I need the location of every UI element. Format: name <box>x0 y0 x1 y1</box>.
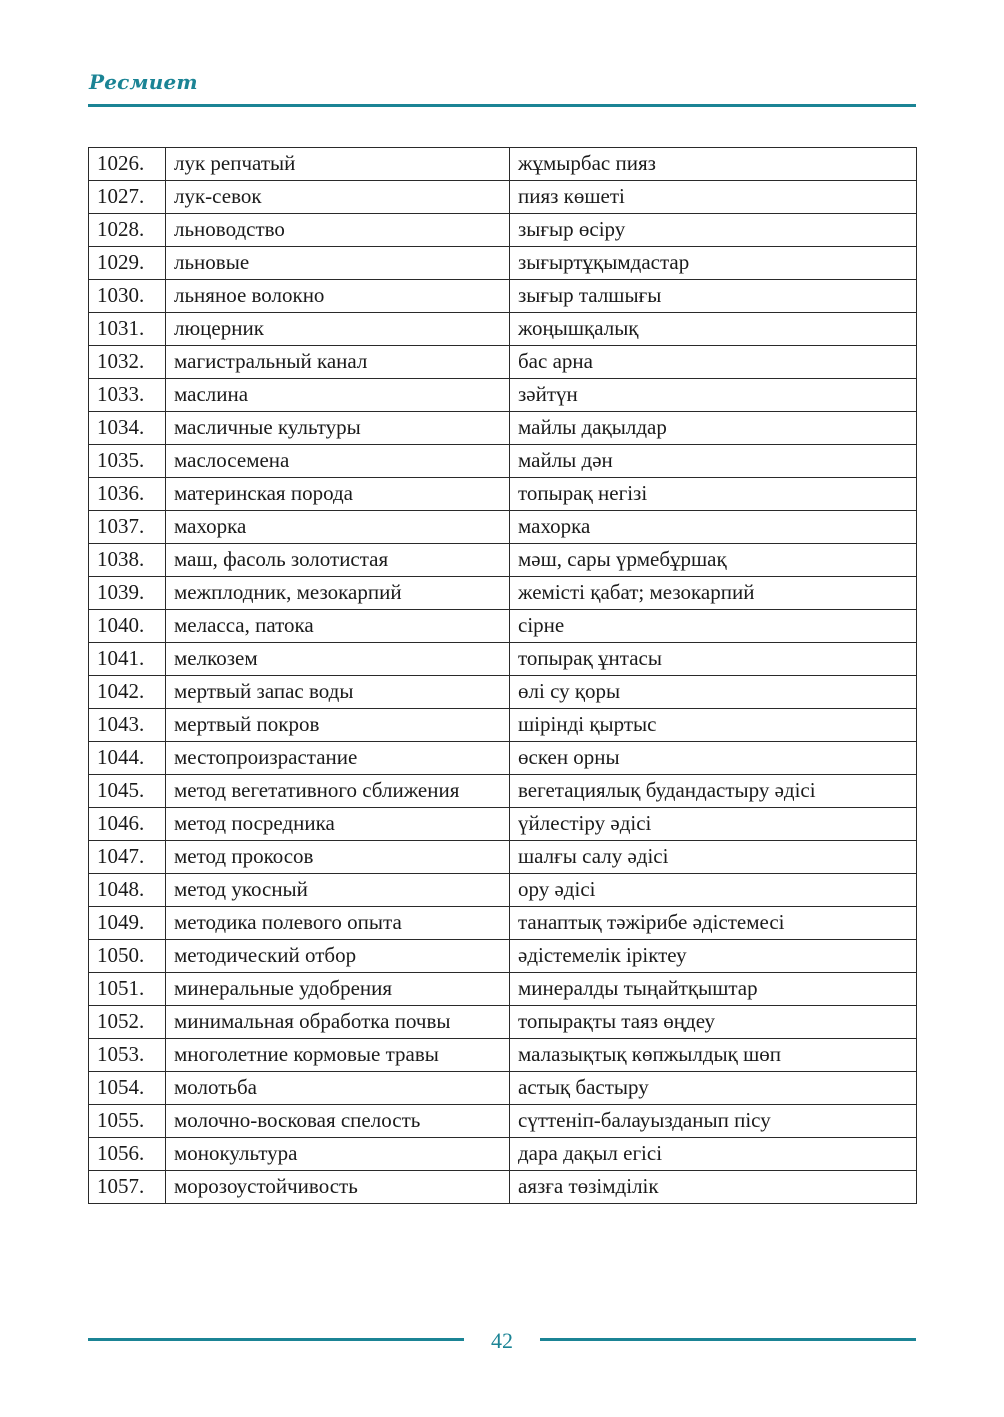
term-kazakh: дара дақыл егісі <box>510 1138 917 1171</box>
entry-number: 1044. <box>89 742 166 775</box>
entry-number: 1036. <box>89 478 166 511</box>
entry-number: 1033. <box>89 379 166 412</box>
term-russian: лук-севок <box>166 181 510 214</box>
term-kazakh: топырақ ұнтасы <box>510 643 917 676</box>
term-russian: местопроизрастание <box>166 742 510 775</box>
term-russian: морозоустойчивость <box>166 1171 510 1204</box>
entry-number: 1048. <box>89 874 166 907</box>
term-russian: мертвый покров <box>166 709 510 742</box>
table-row <box>89 610 917 643</box>
table-row <box>89 247 917 280</box>
entry-number: 1049. <box>89 907 166 940</box>
entry-number: 1030. <box>89 280 166 313</box>
term-russian: льноводство <box>166 214 510 247</box>
term-kazakh: бас арна <box>510 346 917 379</box>
term-kazakh: вегетациялық будандастыру әдісі <box>510 775 917 808</box>
footer-rule-right <box>540 1338 916 1341</box>
entry-number: 1042. <box>89 676 166 709</box>
entry-number: 1045. <box>89 775 166 808</box>
entry-number: 1046. <box>89 808 166 841</box>
term-kazakh: өскен орны <box>510 742 917 775</box>
term-kazakh: сүттеніп-балауызданып пісу <box>510 1105 917 1138</box>
table-row <box>89 940 917 973</box>
page-header-title: Ресмиет <box>89 70 198 94</box>
term-russian: метод посредника <box>166 808 510 841</box>
term-kazakh: зығыр талшығы <box>510 280 917 313</box>
term-russian: метод укосный <box>166 874 510 907</box>
term-russian: лук репчатый <box>166 148 510 181</box>
table-row <box>89 412 917 445</box>
table-row <box>89 445 917 478</box>
table-row <box>89 181 917 214</box>
entry-number: 1027. <box>89 181 166 214</box>
entry-number: 1041. <box>89 643 166 676</box>
term-russian: межплодник, мезокарпий <box>166 577 510 610</box>
entry-number: 1043. <box>89 709 166 742</box>
table-row <box>89 478 917 511</box>
term-kazakh: топырақ негізі <box>510 478 917 511</box>
term-russian: масличные культуры <box>166 412 510 445</box>
term-kazakh: астық бастыру <box>510 1072 917 1105</box>
term-russian: монокультура <box>166 1138 510 1171</box>
term-kazakh: мәш, сары үрмебұршақ <box>510 544 917 577</box>
table-row <box>89 907 917 940</box>
table-row <box>89 808 917 841</box>
term-kazakh: шалғы салу әдісі <box>510 841 917 874</box>
table-row <box>89 1138 917 1171</box>
entry-number: 1034. <box>89 412 166 445</box>
term-russian: методический отбор <box>166 940 510 973</box>
table-row <box>89 1039 917 1072</box>
term-kazakh: танаптық тәжірибе әдістемесі <box>510 907 917 940</box>
table-row <box>89 676 917 709</box>
term-kazakh: әдістемелік іріктеу <box>510 940 917 973</box>
term-russian: метод прокосов <box>166 841 510 874</box>
term-russian: махорка <box>166 511 510 544</box>
term-russian: маслина <box>166 379 510 412</box>
table-row <box>89 1072 917 1105</box>
entry-number: 1039. <box>89 577 166 610</box>
term-kazakh: махорка <box>510 511 917 544</box>
entry-number: 1054. <box>89 1072 166 1105</box>
entry-number: 1056. <box>89 1138 166 1171</box>
table-row <box>89 874 917 907</box>
term-kazakh: зығыртұқымдастар <box>510 247 917 280</box>
term-russian: маслосемена <box>166 445 510 478</box>
table-row <box>89 280 917 313</box>
term-russian: льняное волокно <box>166 280 510 313</box>
term-russian: минеральные удобрения <box>166 973 510 1006</box>
entry-number: 1028. <box>89 214 166 247</box>
entry-number: 1026. <box>89 148 166 181</box>
term-kazakh: жұмырбас пияз <box>510 148 917 181</box>
term-russian: молотьба <box>166 1072 510 1105</box>
entry-number: 1053. <box>89 1039 166 1072</box>
term-kazakh: аязға төзімділік <box>510 1171 917 1204</box>
term-kazakh: майлы дақылдар <box>510 412 917 445</box>
term-russian: методика полевого опыта <box>166 907 510 940</box>
table-row <box>89 346 917 379</box>
term-russian: мелкозем <box>166 643 510 676</box>
table-row <box>89 577 917 610</box>
table-row <box>89 973 917 1006</box>
table-row <box>89 148 917 181</box>
table-row <box>89 841 917 874</box>
entry-number: 1051. <box>89 973 166 1006</box>
term-kazakh: шірінді қыртыс <box>510 709 917 742</box>
entry-number: 1052. <box>89 1006 166 1039</box>
table-row <box>89 544 917 577</box>
term-russian: маш, фасоль золотистая <box>166 544 510 577</box>
table-row <box>89 1105 917 1138</box>
page-number: 42 <box>491 1328 513 1353</box>
entry-number: 1050. <box>89 940 166 973</box>
term-russian: магистральный канал <box>166 346 510 379</box>
term-russian: льновые <box>166 247 510 280</box>
term-kazakh: зәйтүн <box>510 379 917 412</box>
table-row <box>89 775 917 808</box>
entry-number: 1035. <box>89 445 166 478</box>
table-row <box>89 709 917 742</box>
table-row <box>89 1171 917 1204</box>
glossary-table <box>88 147 917 1204</box>
term-russian: многолетние кормовые травы <box>166 1039 510 1072</box>
term-kazakh: ору әдісі <box>510 874 917 907</box>
table-row <box>89 511 917 544</box>
header-rule <box>88 104 916 107</box>
entry-number: 1057. <box>89 1171 166 1204</box>
entry-number: 1055. <box>89 1105 166 1138</box>
term-kazakh: топырақты таяз өңдеу <box>510 1006 917 1039</box>
term-russian: материнская порода <box>166 478 510 511</box>
term-kazakh: үйлестіру әдісі <box>510 808 917 841</box>
term-kazakh: сірне <box>510 610 917 643</box>
term-russian: люцерник <box>166 313 510 346</box>
table-row <box>89 214 917 247</box>
term-russian: минимальная обработка почвы <box>166 1006 510 1039</box>
table-row <box>89 1006 917 1039</box>
term-kazakh: пияз көшеті <box>510 181 917 214</box>
table-row <box>89 742 917 775</box>
term-russian: молочно-восковая спелость <box>166 1105 510 1138</box>
entry-number: 1047. <box>89 841 166 874</box>
entry-number: 1040. <box>89 610 166 643</box>
table-row <box>89 379 917 412</box>
term-kazakh: зығыр өсіру <box>510 214 917 247</box>
table-row <box>89 313 917 346</box>
term-kazakh: малазықтық көпжылдық шөп <box>510 1039 917 1072</box>
term-kazakh: майлы дән <box>510 445 917 478</box>
term-kazakh: жоңышқалық <box>510 313 917 346</box>
term-russian: метод вегетативного сближения <box>166 775 510 808</box>
entry-number: 1031. <box>89 313 166 346</box>
footer-rule-left <box>88 1338 464 1341</box>
term-russian: меласса, патока <box>166 610 510 643</box>
term-kazakh: жемісті қабат; мезокарпий <box>510 577 917 610</box>
entry-number: 1038. <box>89 544 166 577</box>
term-kazakh: минералды тыңайтқыштар <box>510 973 917 1006</box>
glossary-body <box>89 148 917 1204</box>
entry-number: 1037. <box>89 511 166 544</box>
term-russian: мертвый запас воды <box>166 676 510 709</box>
term-kazakh: өлі су қоры <box>510 676 917 709</box>
table-row <box>89 643 917 676</box>
entry-number: 1032. <box>89 346 166 379</box>
entry-number: 1029. <box>89 247 166 280</box>
